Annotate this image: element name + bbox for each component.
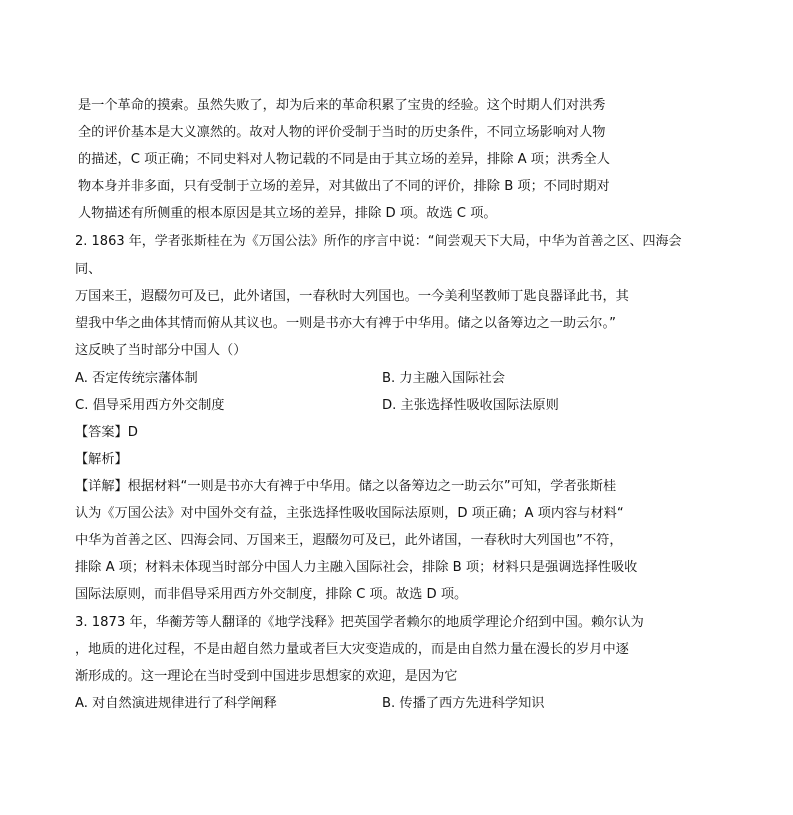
- q1-explanation-line: 人物描述有所侧重的根本原因是其立场的差异，排除 D 项。故选 C 项。: [78, 206, 497, 221]
- q2-analysis-label: 【解析】: [75, 452, 128, 467]
- q2-option-c: C. 倡导采用西方外交制度: [75, 398, 225, 413]
- q3-stem-line: 3. 1873 年，华蘅芳等人翻译的《地学浅释》把英国学者赖尔的地质学理论介绍到中国。赖尔认为: [75, 615, 644, 630]
- q3-stem-line: ，地质的进化过程，不是由超自然力量或者巨大灾变造成的，而是由自然力量在漫长的岁月中逐: [75, 642, 629, 657]
- q2-detail-line: 排除 A 项；材料未体现当时部分中国人力主融入国际社会，排除 B 项；材料只是强调选择性吸收: [75, 560, 638, 575]
- q2-stem-line: 望我中华之曲体其情而俯从其议也。一则是书亦大有裨于中华用。储之以备筹边之一助云尔。”: [75, 316, 616, 331]
- q2-detail-line: 【详解】根据材料“一则是书亦大有裨于中华用。储之以备筹边之一助云尔”可知，学者张斯桂: [75, 479, 617, 494]
- q1-explanation-line: 是一个革命的摸索。虽然失败了，却为后来的革命积累了宝贵的经验。这个时期人们对洪秀: [78, 98, 606, 113]
- q1-explanation-line: 物本身并非多面，只有受制于立场的差异，对其做出了不同的评价，排除 B 项；不同时期对: [78, 179, 610, 194]
- q2-option-d: D. 主张选择性吸收国际法原则: [382, 398, 559, 413]
- q2-stem-line: 这反映了当时部分中国人（）: [75, 343, 247, 358]
- q2-option-b: B. 力主融入国际社会: [382, 371, 505, 386]
- q2-option-a: A. 否定传统宗藩体制: [75, 371, 198, 386]
- q2-detail-line: 中华为首善之区、四海会同、万国来王，遐醊勿可及已，此外诸国，一春秋时大列国也”不符，: [75, 533, 623, 548]
- q3-stem-line: 渐形成的。这一理论在当时受到中国进步思想家的欢迎，是因为它: [75, 669, 458, 684]
- q2-detail-line: 认为《万国公法》对中国外交有益，主张选择性吸收国际法原则，D 项正确；A 项内容与材料“: [75, 506, 624, 521]
- q1-explanation-line: 全的评价基本是大义凛然的。故对人物的评价受制于当时的历史条件，不同立场影响对人物: [78, 125, 606, 140]
- q2-answer-label: 【答案】D: [75, 425, 138, 440]
- q2-stem-line: 万国来王，遐醊勿可及已，此外诸国，一春秋时大列国也。一今美利坚教师丁匙良器译此书，其: [75, 289, 629, 304]
- q2-stem-line: 同、: [75, 262, 102, 277]
- q2-stem-line: 2. 1863 年，学者张斯桂在为《万国公法》所作的序言中说：“间尝观天下大局，中华为首善之区、四海会: [75, 234, 682, 249]
- q2-detail-line: 国际法原则，而非倡导采用西方外交制度，排除 C 项。故选 D 项。: [75, 587, 468, 602]
- q1-explanation-line: 的描述，C 项正确；不同史料对人物记载的不同是由于其立场的差异，排除 A 项；洪秀全人: [78, 152, 610, 167]
- q3-option-b: B. 传播了西方先进科学知识: [382, 696, 545, 711]
- q3-option-a: A. 对自然演进规律进行了科学阐释: [75, 696, 277, 711]
